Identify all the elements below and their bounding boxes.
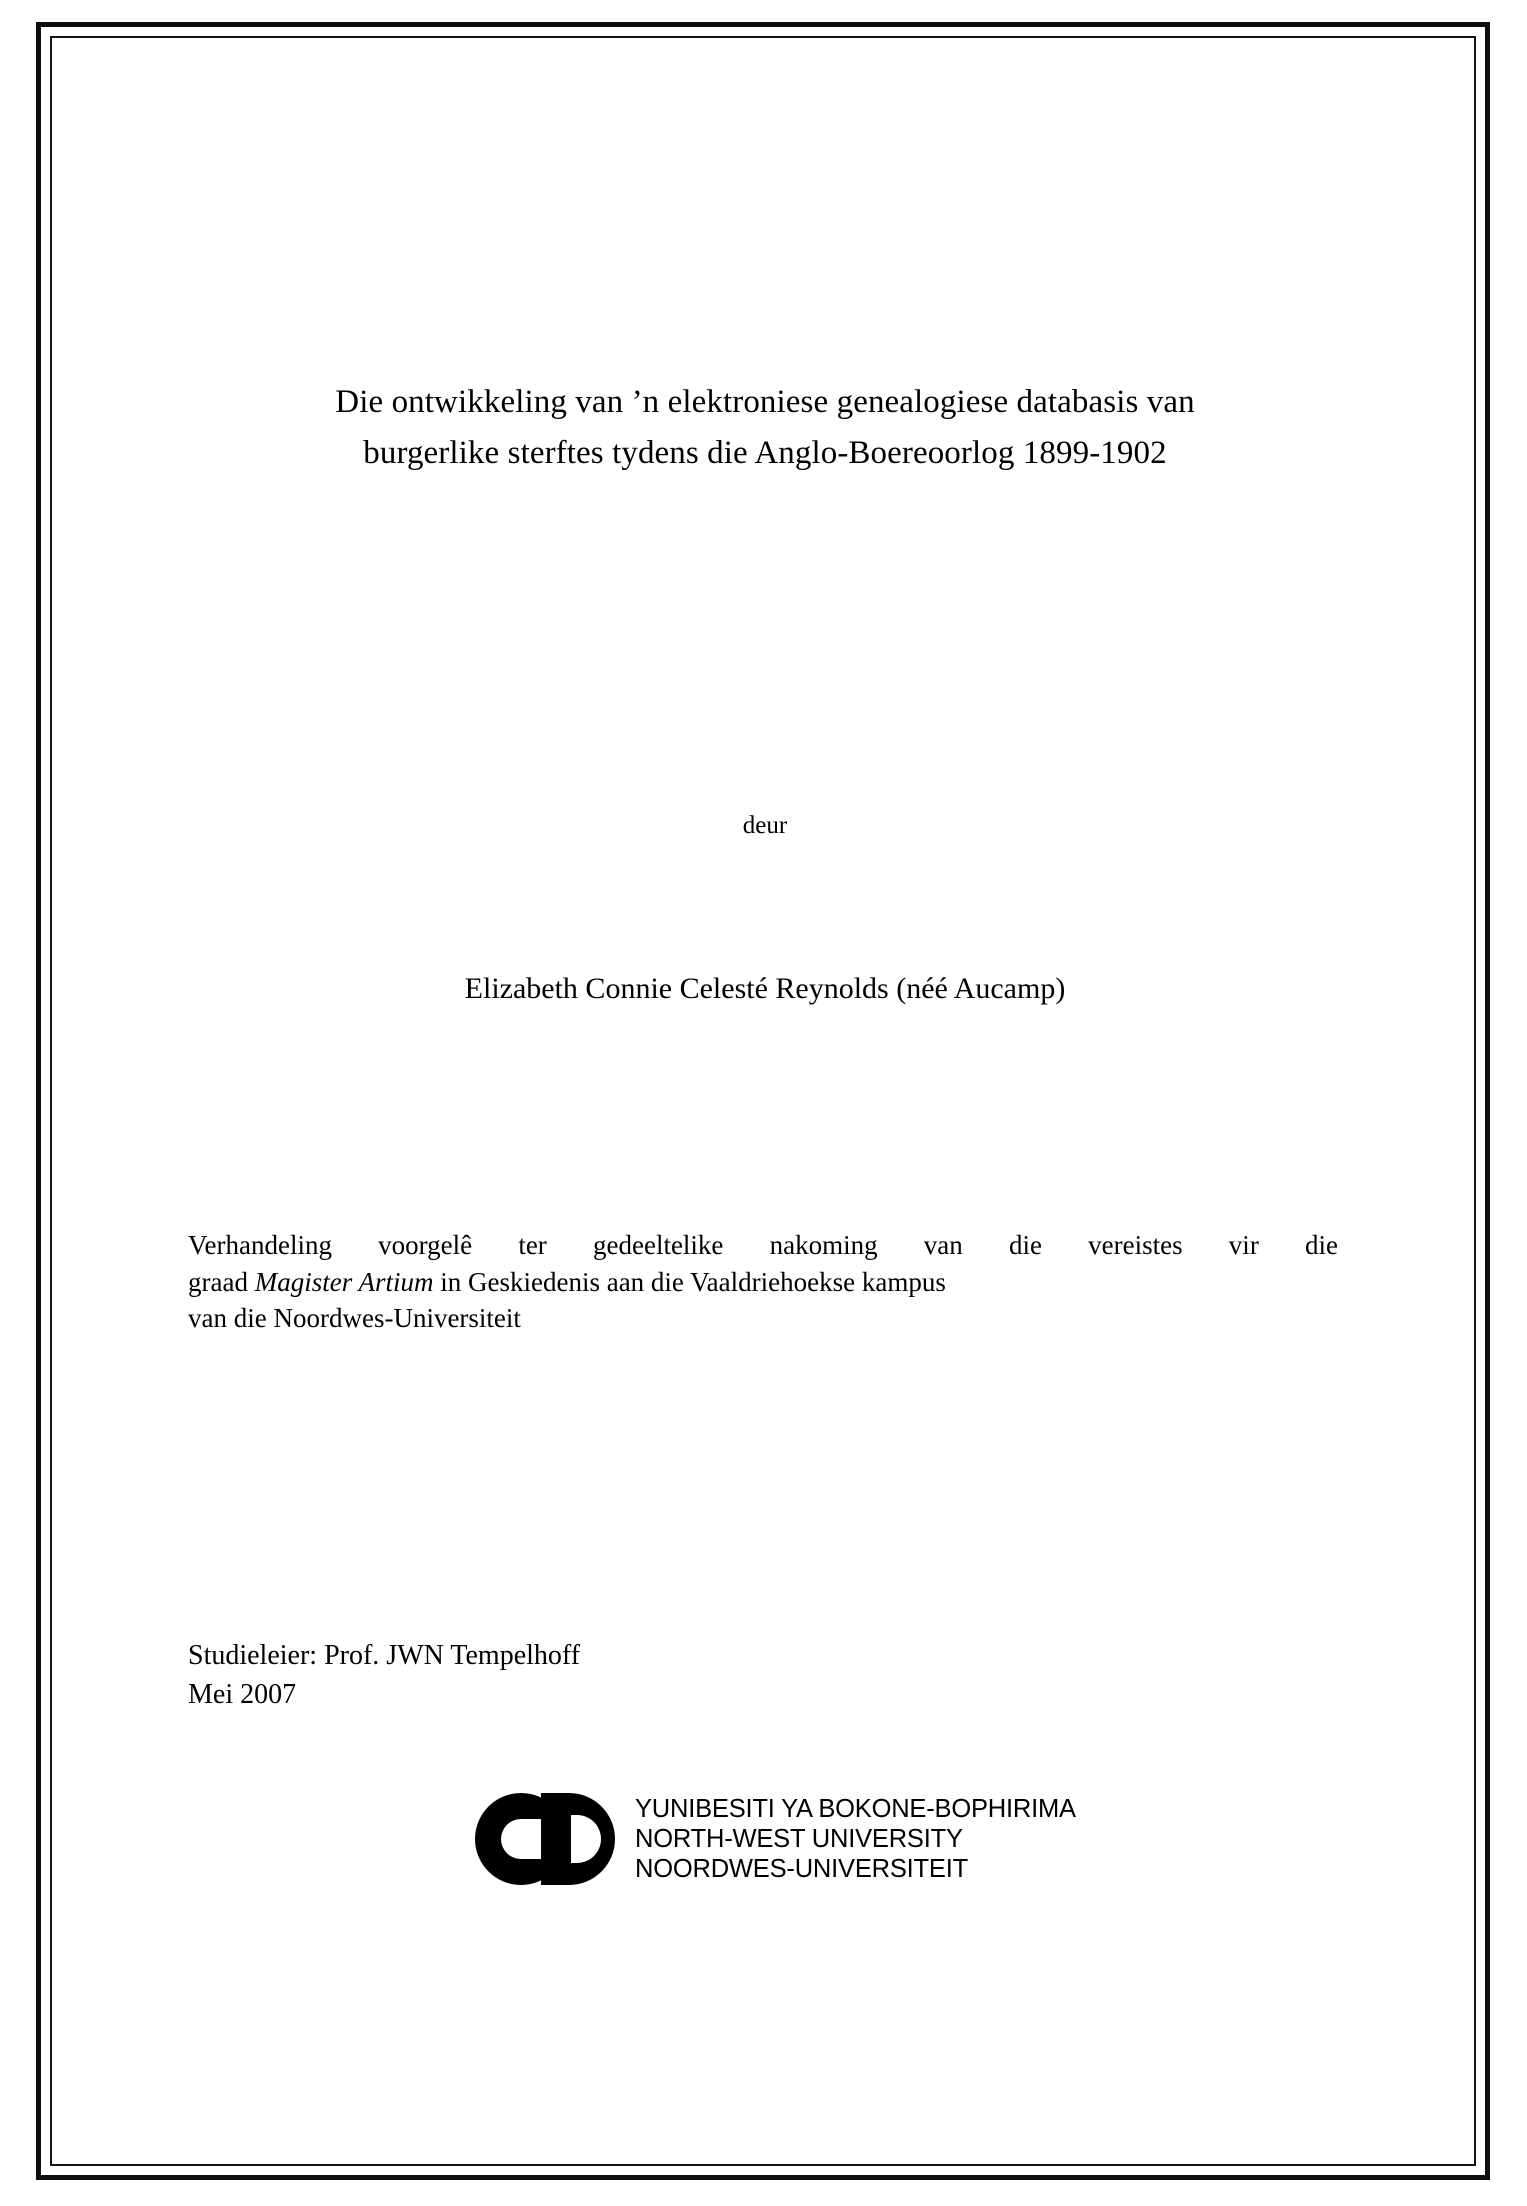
author-name: Elizabeth Connie Celesté Reynolds (néé Aucamp) [464,972,1066,1005]
logo-text-line-2: NORTH-WEST UNIVERSITY [635,1824,963,1853]
supervisor-line: Studieleier: Prof. JWN Tempelhoff [188,1640,581,1671]
title-line-2: burgerlike sterftes tydens die Anglo-Boereoorlog 1899-1902 [363,435,1167,472]
degree-statement-line-2 [188,1264,1338,1301]
degree-statement-line-3: van die Noordwes-Universiteit [188,1303,521,1334]
degree-statement-line-2-suffix: in Geskiedenis aan die Vaaldriehoekse kampus [433,1266,946,1297]
degree-statement-line-1: Verhandeling voorgelê ter gedeeltelike nakoming van die vereistes vir die [188,1230,1338,1260]
date-line: Mei 2007 [188,1678,297,1710]
title-page-content [185,22,1345,2122]
logo-text-line-3: NOORDWES-UNIVERSITEIT [635,1855,968,1884]
page-title [185,377,1345,479]
university-logo [475,1787,1115,1891]
byline-label: deur [742,812,788,839]
logo-text-line-1: YUNIBESITI YA BOKONE-BOPHIRIMA [635,1794,1076,1823]
degree-statement-line-2-prefix: graad [188,1266,255,1297]
degree-name-italic: Magister Artium [254,1266,434,1297]
title-line-1: Die ontwikkeling van ’n elektroniese genealogiese databasis van [335,384,1195,420]
degree-statement [188,1227,1338,1337]
supervisor-block [188,1637,1088,1714]
nwu-logo-icon [475,1787,627,1891]
university-logo-text [635,1794,1076,1884]
